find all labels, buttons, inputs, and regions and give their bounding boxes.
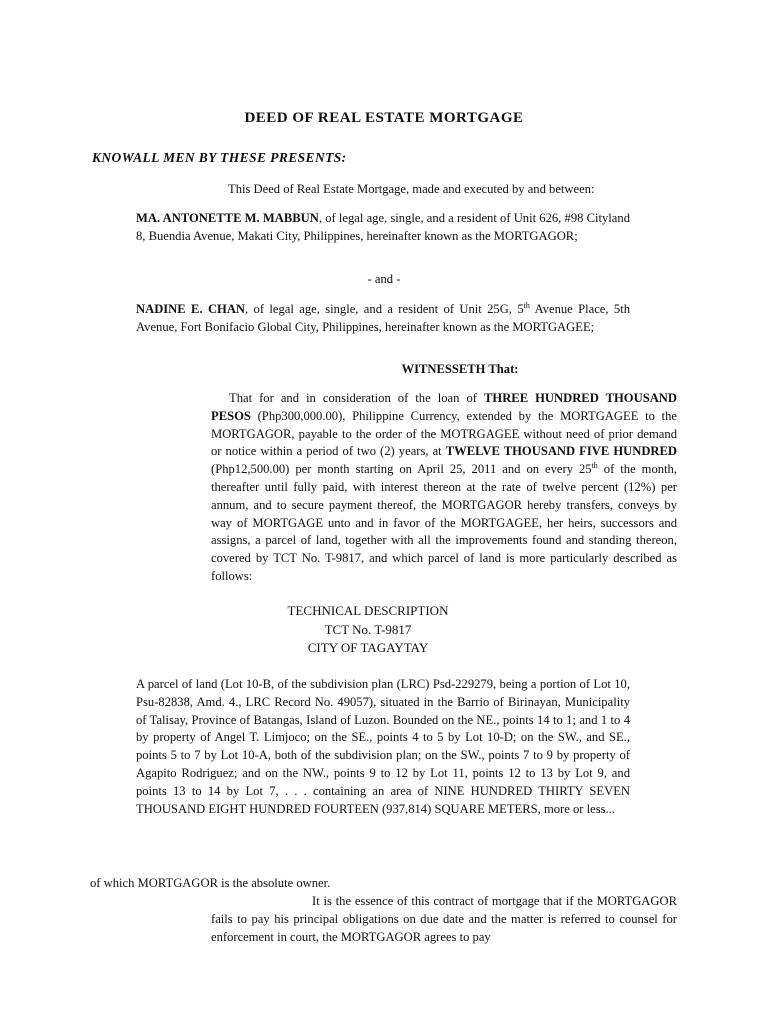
mortgagor-details: , of legal age, single, and a resident of Unit 626, #98 Cityland 8, Buendia Avenue, Makati City, Philippines, hereinafter known as the MORTGAGOR;	[136, 211, 630, 243]
mortgagee-name: NADINE E. CHAN	[136, 302, 246, 316]
monthly-amount-words: TWELVE THOUSAND FIVE HUNDRED	[445, 444, 678, 459]
consideration-paragraph	[211, 390, 677, 586]
mortgagor-paragraph	[136, 210, 630, 246]
mortgagee-superscript: th	[523, 301, 530, 310]
consideration-text-e: (Php12,500.00) per month starting on April 25, 2011 and on every 25	[211, 462, 592, 477]
mortgagee-details-a: , of legal age, single, and a resident of Unit 25G, 5	[245, 302, 524, 316]
intro-paragraph: This Deed of Real Estate Mortgage, made and executed by and between:	[228, 182, 595, 196]
and-separator: - and -	[367, 272, 401, 286]
ownership-line: of which MORTGAGOR is the absolute owner.	[90, 876, 331, 890]
technical-description-title: TECHNICAL DESCRIPTION	[287, 603, 449, 618]
essence-paragraph: It is the essence of this contract of mortgage that if the MORTGAGOR fails to pay his principal obligations on due date and the matter is referred to counsel for enforcement in court, the MORTGAGOR agrees to pay	[211, 894, 677, 944]
know-all-heading: KNOWALL MEN BY THESE PRESENTS:	[92, 150, 347, 165]
witnesseth-label: WITNESSETH That:	[401, 362, 519, 376]
mortgagee-paragraph	[136, 301, 630, 337]
parcel-description: A parcel of land (Lot 10-B, of the subdivision plan (LRC) Psd-229279, being a portion of Lot 10, Psu-82838, Amd. 4., LRC Record No. 49057), situated in the Barrio of Birinayan, Municipality of Talisay, Province of Batangas, Island of Luzon. Bounded on the NE., points 14 to 1; and 1 to 4 by property of Angel T. Limjoco; on the SE., points 4 to 5 by Lot 10-D; on the SW., and SE., points 5 to 7 by Lot 10-A, both of the subdivision plan; on the SW., points 7 to 9 by property of Agapito Rodriguez; and on the NW., points 9 to 12 by Lot 11, points 12 to 13 by Lot 9, and points 13 to 14 by Lot 7, . . . containing an area of NINE HUNDRED THIRTY SEVEN THOUSAND EIGHT HUNDRED FOURTEEN (937,814) SQUARE METERS, more or less...	[136, 677, 630, 816]
city-name: CITY OF TAGAYTAY	[307, 640, 429, 655]
tct-number: TCT No. T-9817	[324, 621, 412, 637]
consideration-text-f: of the month, thereafter until fully paid, with interest thereon at the rate of twelve percent (12%) per annum, and to secure payment thereof, the MORTGAGOR hereby transfers, conveys by way of MORTGAGE unto and in favor of the MORTGAGEE, her heirs, successors and assigns, a parcel of land, together with all the improvements found and standing thereon, covered by TCT No. T-9817, and which parcel of land is more particularly described as follows:	[211, 462, 677, 583]
document-title: DEED OF REAL ESTATE MORTGAGE	[244, 110, 524, 126]
witnesseth-heading	[0, 361, 768, 379]
mortgagee-details-b: Avenue Place, 5th Avenue, Fort Bonifacio Global City, Philippines, hereinafter known as the MORTGAGEE;	[136, 302, 630, 334]
consideration-text-a: That for and in consideration of the loan of	[229, 391, 484, 405]
mortgagor-name: MA. ANTONETTE M. MABBUN	[136, 211, 319, 225]
consideration-text-c: (Php300,000.00), Philippine Currency, extended by the MORTGAGEE to the MORTGAGOR, payable to the order of the MOTRGAGEE without need of prior demand or notice within a period of two (2) years, at	[211, 408, 677, 459]
loan-amount-words: THREE HUNDRED THOUSAND PESOS	[211, 391, 677, 423]
consideration-superscript: th	[591, 461, 598, 471]
technical-description-block	[228, 602, 508, 658]
